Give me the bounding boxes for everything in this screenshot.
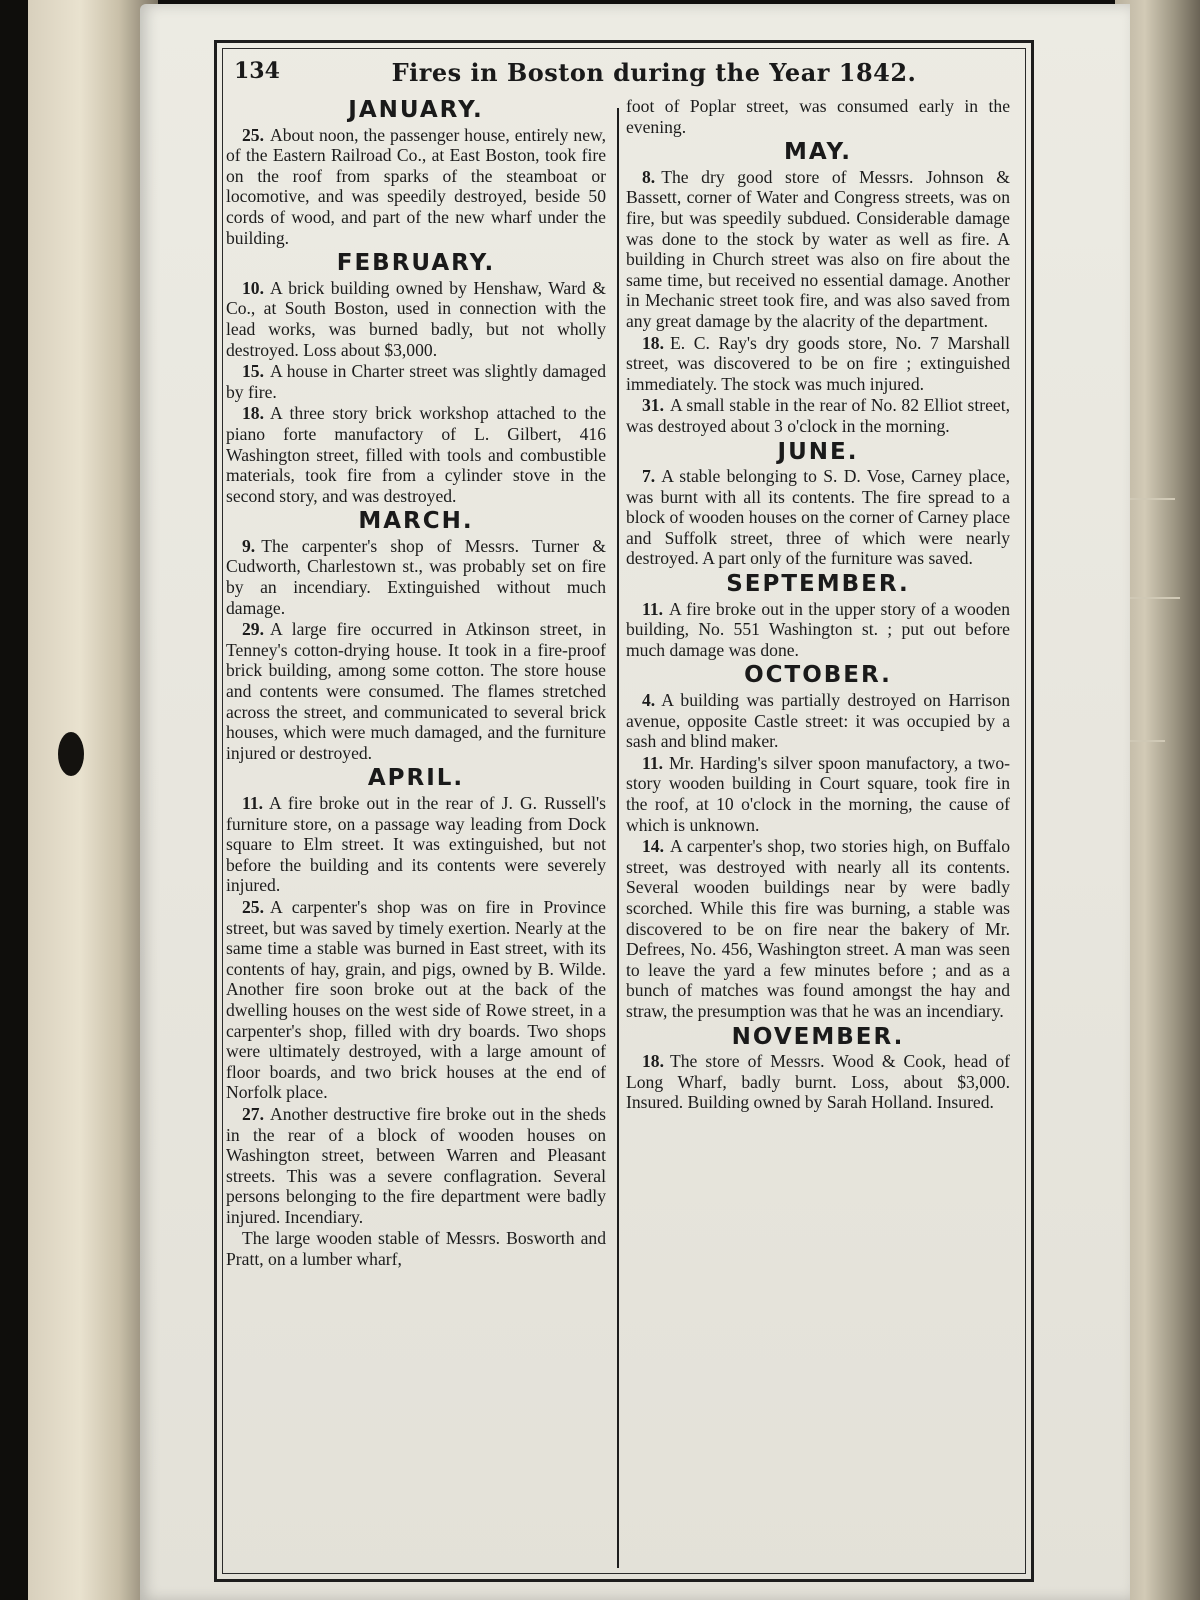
entry-day: 8. <box>642 166 656 187</box>
entry-text: A carpenter's shop, two stories high, on Buffalo street, was destroyed with nearly all its contents. Several wooden buildings near by were badly scorched. While this fire was burning, a stable was discovered to be on fire near the bakery of Mr. Defrees, No. 456, Washington street. A man was seen to leave the yard a few minutes before ; and as a bunch of matches was found amongst the hay and straw, the presumption was that he was an incendiary. <box>626 836 1010 1021</box>
entry-text: A carpenter's shop was on fire in Province street, but was saved by timely exertion. Nearly at the same time a stable was burned in East street, with its contents of hay, grain, and pigs, owned by B. Wilde. Another fire soon broke out at the back of the dwelling houses on the west side of Rowe street, in a carpenter's shop, filled with dry boards. Two shops were ultimately destroyed, with a large amount of floor boards, and two brick houses at the end of Norfolk place. <box>226 896 606 1103</box>
month-heading: MAY. <box>783 139 853 166</box>
entry-day: 27. <box>242 1103 264 1124</box>
entry-text: A small stable in the rear of No. 82 Elliot street, was destroyed about 3 o'clock in the morning. <box>626 395 1010 436</box>
fire-entry <box>626 1051 1010 1113</box>
fire-entry <box>226 536 606 618</box>
entry-text: A building was partially destroyed on Harrison avenue, opposite Castle street: it was occupied by a sash and blind maker. <box>626 690 1010 752</box>
book-page-edges-left <box>28 0 158 1600</box>
entry-text: E. C. Ray's dry goods store, No. 7 Marshall street, was discovered to be on fire ; extinguished immediately. The stock was much injured. <box>626 332 1010 394</box>
entry-day: 9. <box>242 535 256 556</box>
entry-day: 25. <box>242 896 264 917</box>
entry-text: A large fire occurred in Atkinson street, in Tenney's cotton-drying house. It took in a fire-proof brick building, among some cotton. The store house and contents were consumed. The flames stretched across the street, and communicated to several brick houses, which were much damaged, and the furniture injured or destroyed. <box>226 619 606 763</box>
entry-day: 11. <box>242 793 264 813</box>
entry-text: The store of Messrs. Wood & Cook, head of Long Wharf, badly burnt. Loss, about $3,000. Insured. Building owned by Sarah Holland. Insured. <box>626 1051 1010 1113</box>
entry-day: 18. <box>242 403 264 424</box>
entry-day: 29. <box>242 619 264 640</box>
fire-entry <box>226 619 606 763</box>
month-heading: APRIL. <box>367 765 465 792</box>
left-column <box>226 96 606 1271</box>
month-heading: MARCH. <box>358 508 474 535</box>
fire-entry <box>626 466 1010 569</box>
entry-text: A brick building owned by Henshaw, Ward & Co., at South Boston, used in connection with the lead works, was burned badly, but not wholly destroyed. Loss about $3,000. <box>226 277 606 360</box>
month-heading: OCTOBER. <box>744 662 892 689</box>
fire-entry <box>226 793 606 896</box>
continued-entry: foot of Poplar street, was consumed early in the evening. <box>626 96 1010 137</box>
entry-day: 14. <box>642 836 664 857</box>
entry-day: 18. <box>642 1051 664 1072</box>
entry-day: 25. <box>242 124 264 145</box>
entry-text: Another destructive fire broke out in the sheds in the rear of a block of wooden houses on Washington street, between Warren and Pleasant streets. This was a severe conflagration. Several persons belonging to the fire department were badly injured. Incendiary. <box>226 1103 606 1227</box>
page-number: 134 <box>234 58 280 84</box>
month-heading: NOVEMBER. <box>731 1023 905 1050</box>
fire-entry <box>626 395 1010 436</box>
entry-text: A three story brick workshop attached to the piano forte manufactory of L. Gilbert, 416 Washington street, filled with tools and combustible materials, took fire from a cylinder stove in the second story, and was destroyed. <box>226 403 606 506</box>
page-header <box>232 54 1012 100</box>
entry-text: The large wooden stable of Messrs. Bosworth and Pratt, on a lumber wharf, <box>226 1228 606 1270</box>
binding-hole <box>58 732 84 776</box>
fire-entry <box>226 361 606 402</box>
entry-text: The carpenter's shop of Messrs. Turner & Cudworth, Charlestown st., was probably set on fire by an incendiary. Extinguished without much damage. <box>226 535 606 618</box>
entry-text: A fire broke out in the rear of J. G. Russell's furniture store, on a passage way leading from Dock square to Elm street. It was extinguished, but not before the building and its contents were severely injured. <box>226 793 606 896</box>
fire-entry <box>226 1228 606 1269</box>
month-heading: FEBRUARY. <box>336 250 496 277</box>
month-heading: JANUARY. <box>348 97 484 123</box>
fire-entry <box>226 1104 606 1228</box>
fire-entry <box>626 599 1010 661</box>
entry-day: 10. <box>242 277 264 298</box>
entry-text: Mr. Harding's silver spoon manufactory, a two-story wooden building in Court square, took fire in the roof, at 10 o'clock in the morning, the cause of which is unknown. <box>626 752 1010 835</box>
fire-entry <box>226 278 606 360</box>
entry-text: A fire broke out in the upper story of a wooden building, No. 551 Washington st. ; put out before much damage was done. <box>626 598 1010 660</box>
entry-day: 31. <box>642 395 664 416</box>
entry-day: 15. <box>242 361 264 382</box>
column-divider <box>617 108 619 1568</box>
entry-day: 11. <box>642 598 664 619</box>
fire-entry <box>226 125 606 249</box>
month-heading: SEPTEMBER. <box>726 571 910 598</box>
fire-entry <box>626 333 1010 395</box>
fire-entry <box>626 836 1010 1021</box>
entry-text: The dry good store of Messrs. Johnson & Bassett, corner of Water and Congress streets, was on fire, but was speedily subdued. Considerable damage was done to the stock by water as well as fire. A building in Church street was also on fire about the same time, but received no essential damage. Another in Mechanic street took fire, and was also saved from any great damage by the alacrity of the department. <box>626 166 1010 331</box>
entry-day: 7. <box>642 466 656 487</box>
fire-entry <box>226 897 606 1103</box>
entry-day: 18. <box>642 332 664 353</box>
fire-entry <box>626 167 1010 332</box>
month-heading: JUNE. <box>777 438 859 465</box>
entry-day: 4. <box>642 690 656 711</box>
fire-entry <box>226 403 606 506</box>
fire-entry <box>626 753 1010 835</box>
fire-entry <box>626 690 1010 752</box>
entry-text: A house in Charter street was slightly damaged by fire. <box>226 361 606 402</box>
right-column <box>626 96 1010 1114</box>
entry-text: A stable belonging to S. D. Vose, Carney place, was burnt with all its contents. The fire spread to a block of wooden houses on the corner of Carney place and Suffolk street, three of which were nearly destroyed. A part only of the furniture was saved. <box>626 466 1010 569</box>
page-title: Fires in Boston during the Year 1842. <box>391 58 917 87</box>
entry-text: About noon, the passenger house, entirely new, of the Eastern Railroad Co., at East Boston, took fire on the roof from sparks of the steamboat or locomotive, and was speedily destroyed, beside 50 cords of wood, and part of the new wharf under the building. <box>226 124 606 248</box>
entry-day: 11. <box>642 752 664 773</box>
